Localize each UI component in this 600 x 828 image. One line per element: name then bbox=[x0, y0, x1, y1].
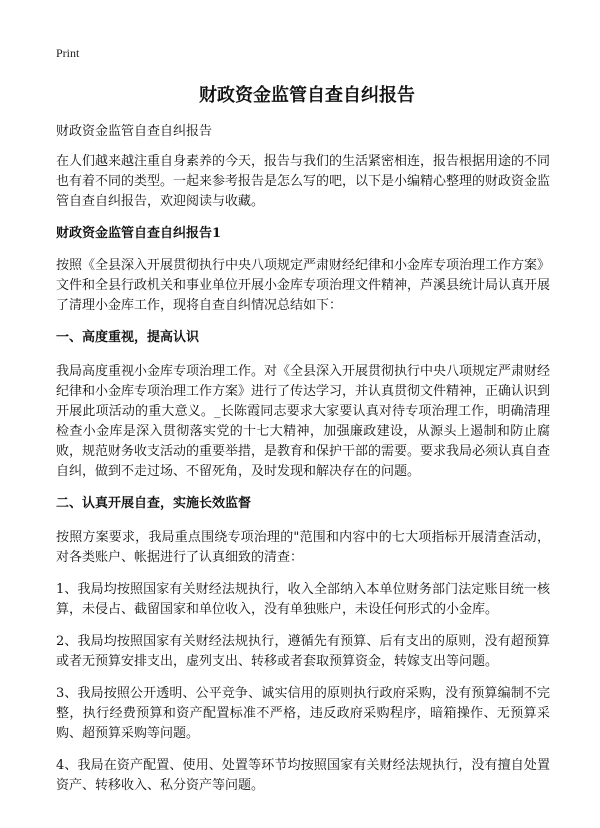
section-1-heading: 一、高度重视，提高认识 bbox=[56, 330, 200, 345]
list-item-4: 4、我局在资产配置、使用、处置等环节均按照国家有关财经法规执行，没有擅自处置资产、转移收入、私分资产等问题。 bbox=[56, 758, 550, 793]
intro-paragraph: 在人们越来越注重自身素养的今天，报告与我们的生活紧密相连，报告根据用途的不同也有着不同的类型。一起来参考报告是怎么写的吧，以下是小编精心整理的财政资金监管自查自纠报告，欢迎阅读与收藏。 bbox=[56, 154, 551, 209]
list-item-2: 2、我局均按照国家有关财经法规执行，遵循先有预算、后有支出的原则，没有超预算或者无预算安排支出，虚列支出、转移或者套取预算资金，转嫁支出等问题。 bbox=[56, 634, 550, 669]
report-heading: 财政资金监管自查自纠报告1 bbox=[56, 226, 222, 241]
section-1-paragraph: 我局高度重视小金库专项治理工作。对《全县深入开展贯彻执行中央八项规定严肃财经纪律和小金库专项治理工作方案》进行了传达学习，并认真贯彻文件精神，正确认识到开展此项活动的重大意义。_长陈霞同志要求大家要认真对待专项治理工作，明确清理检查小金库是深入贯彻落实党的十七大精神，加强廉政建设，从源头上遏制和防止腐败，规范财务收支活动的重要举措，是教育和保护干部的需要。要求我局必须认真自查自纠，做到不走过场、不留死角，及时发现和解决存在的问题。 bbox=[56, 364, 551, 479]
opening-paragraph: 按照《全县深入开展贯彻执行中央八项规定严肃财经纪律和小金库专项治理工作方案》文件和全县行政机关和事业单位开展小金库专项治理文件精神，芦溪县统计局认真开展了清理小金库工作，现将自查自纠情况总结如下： bbox=[56, 258, 551, 313]
list-item-1: 1、我局均按照国家有关财经法规执行，收入全部纳入本单位财务部门法定账目统一核算，未侵占、截留国家和单位收入，没有单独账户，未设任何形式的小金库。 bbox=[56, 582, 550, 617]
list-item-3: 3、我局按照公开透明、公平竞争、诚实信用的原则执行政府采购，没有预算编制不完整，执行经费预算和资产配置标准不严格，违反政府采购程序，暗箱操作、无预算采购、超预算采购等问题。 bbox=[56, 686, 550, 741]
page-title: 财政资金监管自查自纠报告 bbox=[199, 85, 415, 106]
print-link[interactable]: Print bbox=[56, 46, 80, 60]
document-content bbox=[56, 84, 550, 808]
section-2-paragraph: 按照方案要求，我局重点围绕专项治理的"范围和内容中的七大项指标开展清查活动，对各类账户、帐据进行了认真细致的清查： bbox=[56, 530, 550, 565]
document-subtitle: 财政资金监管自查自纠报告 bbox=[56, 124, 213, 139]
section-2-heading: 二、认真开展自查，实施长效监督 bbox=[56, 496, 252, 511]
